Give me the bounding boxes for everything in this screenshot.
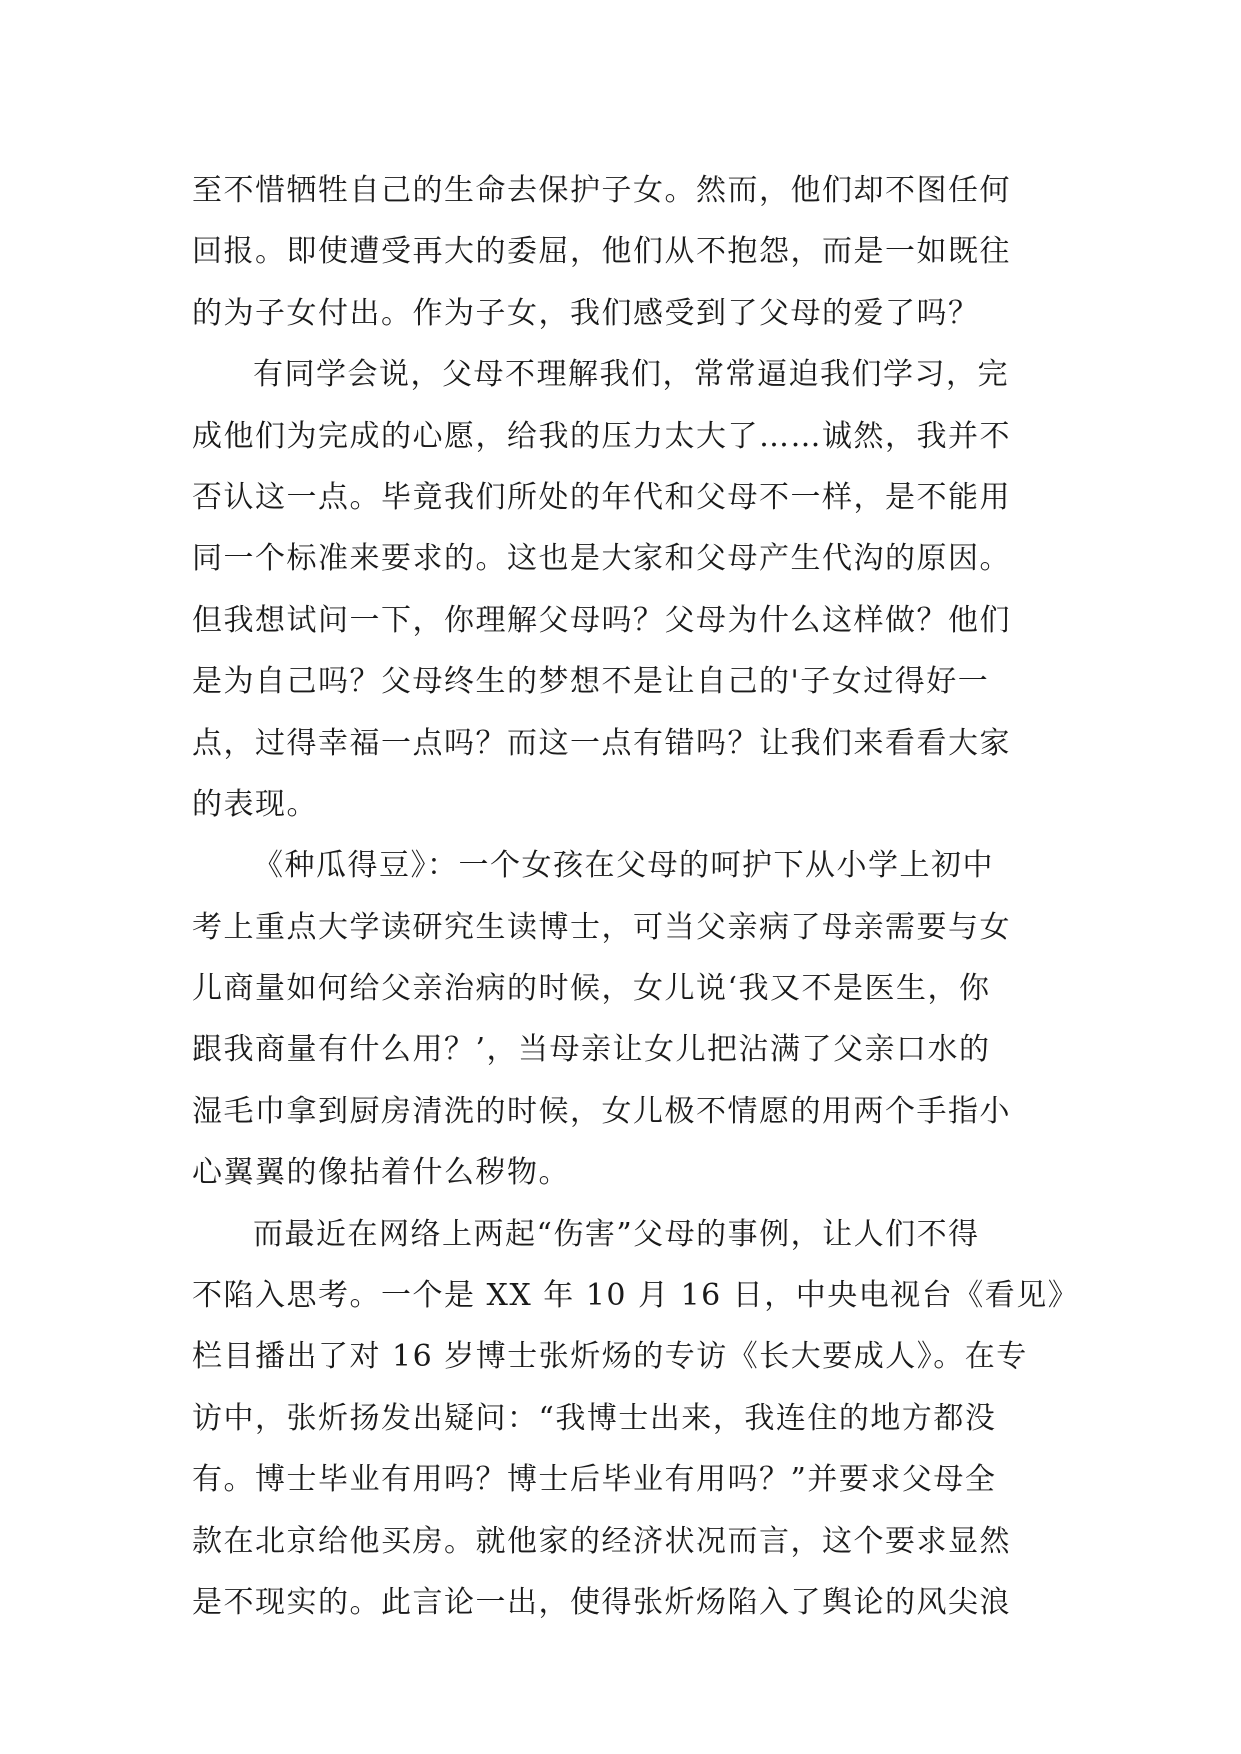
paragraph-start-line: 《种瓜得豆》：一个女孩在父母的呵护下从小学上初中 xyxy=(253,848,994,884)
body-text xyxy=(192,160,1080,1633)
text-line: 是为自己吗？父母终生的梦想不是让自己的'子女过得好一 xyxy=(192,664,990,700)
text-line: 的表现。 xyxy=(192,786,318,822)
text-line: 儿商量如何给父亲治病的时候，女儿说‘我又不是医生，你 xyxy=(192,971,991,1007)
text-line: 栏目播出了对 16 岁博士张炘炀的专访《长大要成人》。在专 xyxy=(192,1339,1028,1375)
paragraph-start-line: 而最近在网络上两起“伤害”父母的事例，让人们不得 xyxy=(253,1216,980,1252)
text-line: 同一个标准来要求的。这也是大家和父母产生代沟的原因。 xyxy=(192,541,1011,577)
text-line: 成他们为完成的心愿，给我的压力太大了……诚然，我并不 xyxy=(192,418,1011,454)
text-line: 款在北京给他买房。就他家的经济状况而言，这个要求显然 xyxy=(192,1523,1011,1559)
text-line: 跟我商量有什么用？’，当母亲让女儿把沾满了父亲口水的 xyxy=(192,1032,991,1068)
text-line: 湿毛巾拿到厨房清洗的时候，女儿极不情愿的用两个手指小 xyxy=(192,1093,1011,1129)
text-line: 点，过得幸福一点吗？而这一点有错吗？让我们来看看大家 xyxy=(192,725,1011,761)
text-line: 不陷入思考。一个是 XX 年 10 月 16 日，中央电视台《看见》 xyxy=(192,1278,1080,1314)
text-line: 心翼翼的像拈着什么秽物。 xyxy=(192,1155,570,1191)
text-line: 访中，张炘扬发出疑问：“我博士出来，我连住的地方都没 xyxy=(192,1400,997,1436)
text-line: 否认这一点。毕竟我们所处的年代和父母不一样，是不能用 xyxy=(192,479,1011,515)
text-line: 但我想试问一下，你理解父母吗？父母为什么这样做？他们 xyxy=(192,602,1011,638)
text-line: 是不现实的。此言论一出，使得张炘炀陷入了舆论的风尖浪 xyxy=(192,1584,1011,1620)
text-line: 回报。即使遭受再大的委屈，他们从不抱怨，而是一如既往 xyxy=(192,234,1011,270)
paragraph-start-line: 有同学会说，父母不理解我们，常常逼迫我们学习，完 xyxy=(253,357,1009,393)
text-line: 考上重点大学读研究生读博士，可当父亲病了母亲需要与女 xyxy=(192,909,1011,945)
text-line: 至不惜牺牲自己的生命去保护子女。然而，他们却不图任何 xyxy=(192,173,1011,208)
text-line: 的为子女付出。作为子女，我们感受到了父母的爱了吗？ xyxy=(192,295,980,331)
text-line: 有。博士毕业有用吗？博士后毕业有用吗？”并要求父母全 xyxy=(192,1462,997,1498)
